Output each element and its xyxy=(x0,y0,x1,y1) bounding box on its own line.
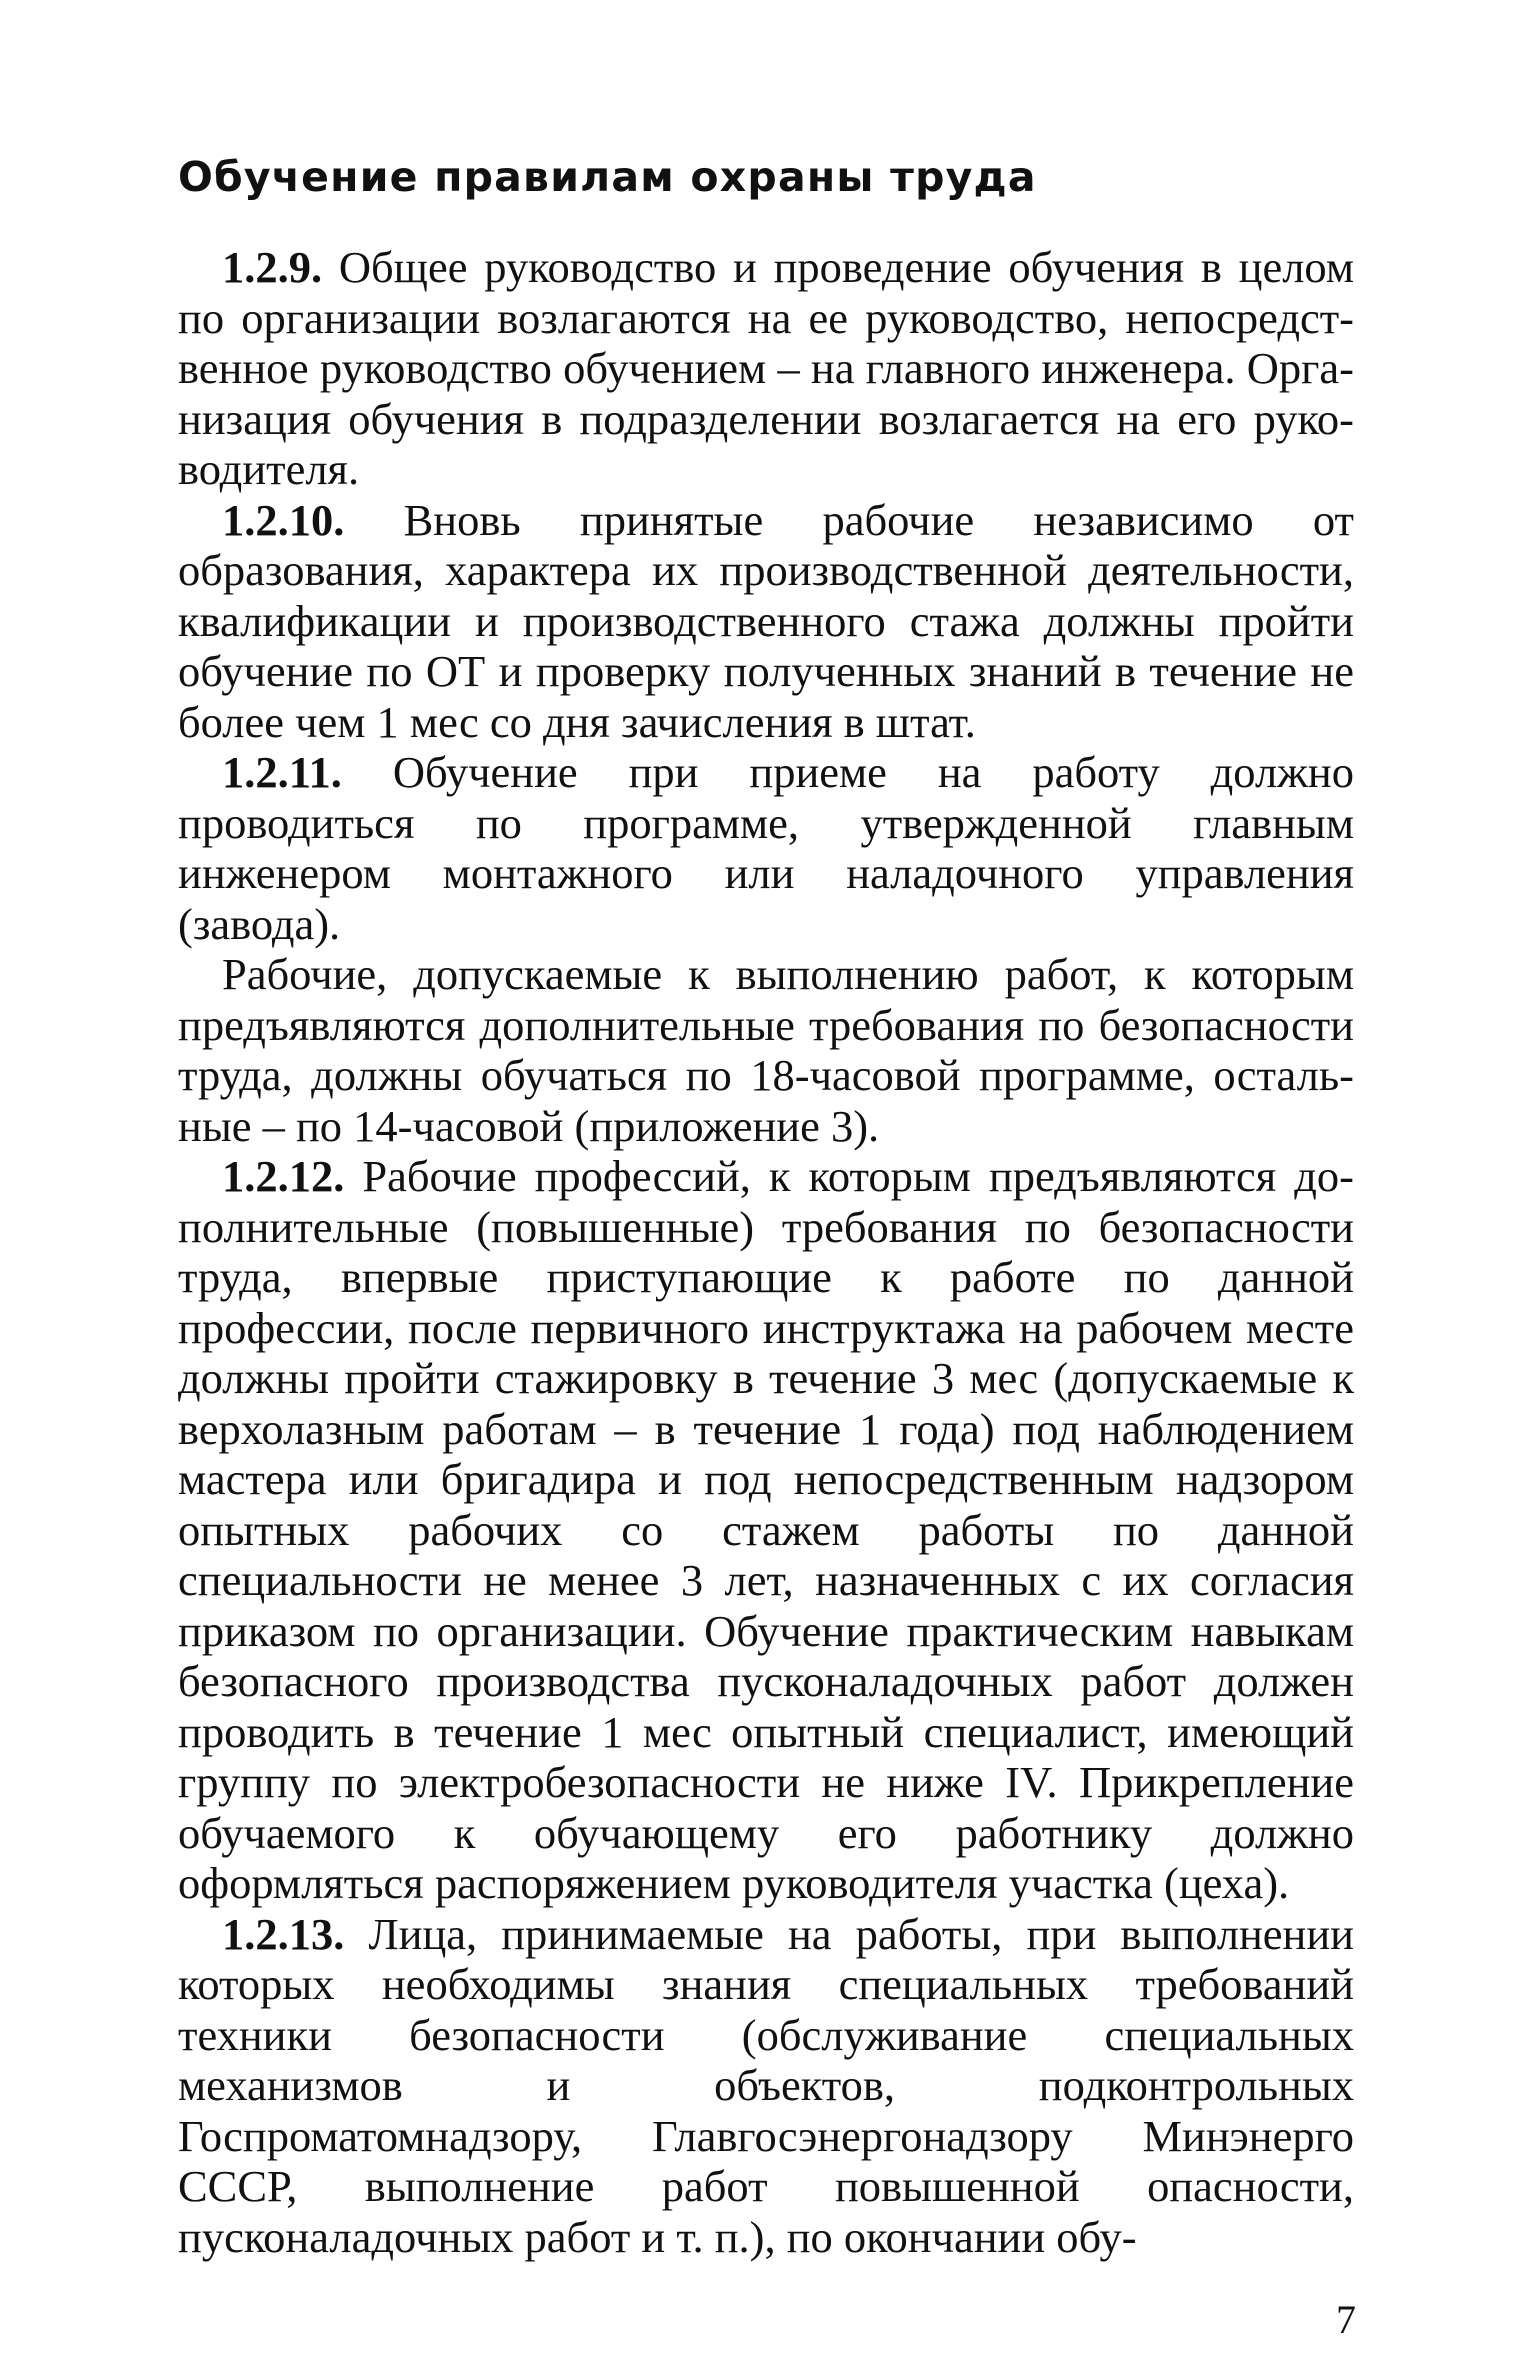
clause-number: 1.2.12. xyxy=(222,1151,345,1201)
clause-number: 1.2.11. xyxy=(222,747,342,797)
paragraph-text: Лица, принимаемые на работы, при выполнении которых необходимы знания специальных требований техники безопасности (обслуживание специальных механизмов и объектов, подконтрольных Госпроматомнадзору, Главгосэнергонадзору Минэнерго СССР, выполнение работ повышенной опасности, пусконаладочных работ и т. п.), по окончании обу- xyxy=(178,1908,1354,2262)
paragraph-1-2-10 xyxy=(178,495,1354,748)
body-text xyxy=(178,242,1354,2262)
paragraph-text: Рабочие, допускаемые к выполнению работ, к которым предъявляются дополнительные требования по безопасности труда, должны обучаться по 18-часовой программе, остальные – по 14-часовой (приложение 3). xyxy=(178,949,1354,1151)
paragraph-text: Вновь принятые рабочие независимо от образования, характера их производственной деятельности, квалификации и производственного стажа должны пройти обучение по ОТ и проверку полученных знаний в течение не более чем 1 мес со дня зачисления в штат. xyxy=(178,494,1354,747)
clause-number: 1.2.10. xyxy=(222,494,345,545)
clause-number: 1.2.9. xyxy=(222,242,323,292)
paragraph-1-2-11 xyxy=(178,747,1354,949)
section-heading: Обучение правилам охраны труда xyxy=(178,153,1037,201)
paragraph-1-2-9 xyxy=(178,242,1354,495)
paragraph-text: Обучение при приеме на работу должно проводиться по программе, утвержденной главным инженером монтажного или наладочного управления (завода). xyxy=(178,747,1354,949)
paragraph-text: Общее руководство и проведение обучения в целом по организации возлагаются на ее руководство, непосредственное руководство обучением – на главного инженера. Организация обучения в подразделении возлагается на его руководителя. xyxy=(178,242,1354,494)
document-page xyxy=(178,150,1356,2342)
paragraph-1-2-12 xyxy=(178,1151,1354,1909)
page-number: 7 xyxy=(1336,2297,1356,2342)
clause-number: 1.2.13. xyxy=(222,1908,345,1959)
paragraph-1-2-13 xyxy=(178,1909,1354,2263)
paragraph-workers-program xyxy=(178,949,1354,1151)
paragraph-text: Рабочие профессий, к которым предъявляются дополнительные (повышенные) требования по безопасности труда, впервые приступающие к работе по данной профессии, после первичного инструктажа на рабочем месте должны пройти стажировку в течение 3 мес (допускаемые к верхолазным работам – в течение 1 года) под наблюдением мастера или бригадира и под непосредственным надзором опытных рабочих со стажем работы по данной специальности не менее 3 лет, назначенных с их согласия приказом по организации. Обучение практическим навыкам безопасного производства пусконаладочных работ должен проводить в течение 1 мес опытный специалист, имеющий группу по электробезопасности не ниже IV. Прикрепление обучаемого к обучающему его работнику должно оформляться распоряжением руководителя участка (цеха). xyxy=(178,1151,1354,1908)
